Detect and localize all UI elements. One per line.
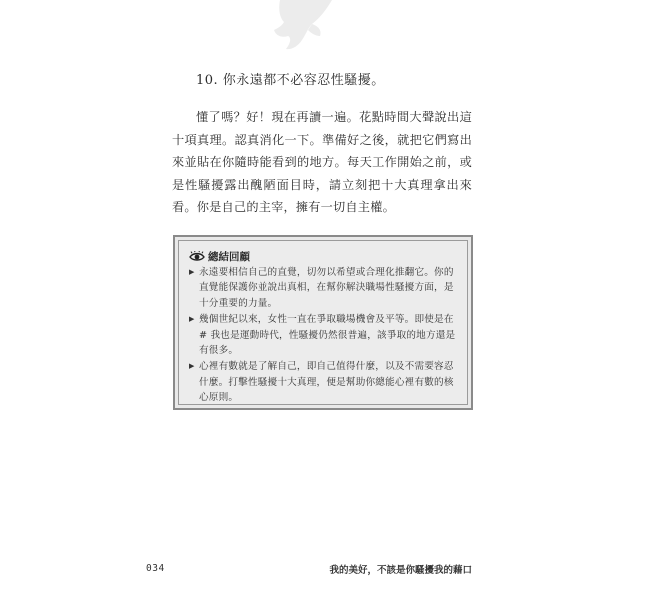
summary-item-text: 心裡有數就是了解自己，即自己值得什麼，以及不需要容忍什麼。打擊性騷擾十大真理，便是幫助你總能心裡有數的核心原則。	[199, 361, 454, 404]
running-footer-title: 我的美好，不該是你騷擾我的藉口	[329, 565, 472, 576]
triangle-bullet-icon: ▶	[189, 362, 195, 371]
body-paragraph: 懂了嗎？好！現在再讀一遍。花點時間大聲說出這十項真理。認真消化一下。準備好之後，就把它們寫出來並貼在你隨時能看到的地方。每天工作開始之前，或是性騷擾露出醜陋面目時，請立刻把十大真理拿出來看。你是自己的主宰，擁有一切自主權。	[172, 110, 472, 215]
hand-illustration	[262, 0, 344, 52]
summary-inner	[178, 240, 468, 405]
summary-item	[189, 265, 459, 311]
summary-item-text: 永遠要相信自己的直覺，切勿以希望或合理化推翻它。你的直覺能保護你並說出真相，在幫你解決職場性騷擾方面，是十分重要的力量。	[199, 267, 454, 309]
summary-title-row	[189, 249, 459, 264]
summary-item	[189, 312, 459, 358]
eye-icon	[189, 251, 205, 262]
summary-title: 總結回顧	[208, 251, 250, 263]
summary-item-text: 幾個世紀以來，女性一直在爭取職場機會及平等。即使是在 # 我也是運動時代，性騷擾仍然很普遍，該爭取的地方還是有很多。	[199, 314, 456, 357]
summary-box	[173, 235, 473, 410]
page-number: 034	[146, 563, 165, 574]
triangle-bullet-icon: ▶	[189, 268, 195, 276]
rule-heading: 10. 你永遠都不必容忍性騷擾。	[196, 73, 385, 88]
triangle-bullet-icon: ▶	[189, 315, 195, 324]
summary-item	[189, 359, 459, 405]
